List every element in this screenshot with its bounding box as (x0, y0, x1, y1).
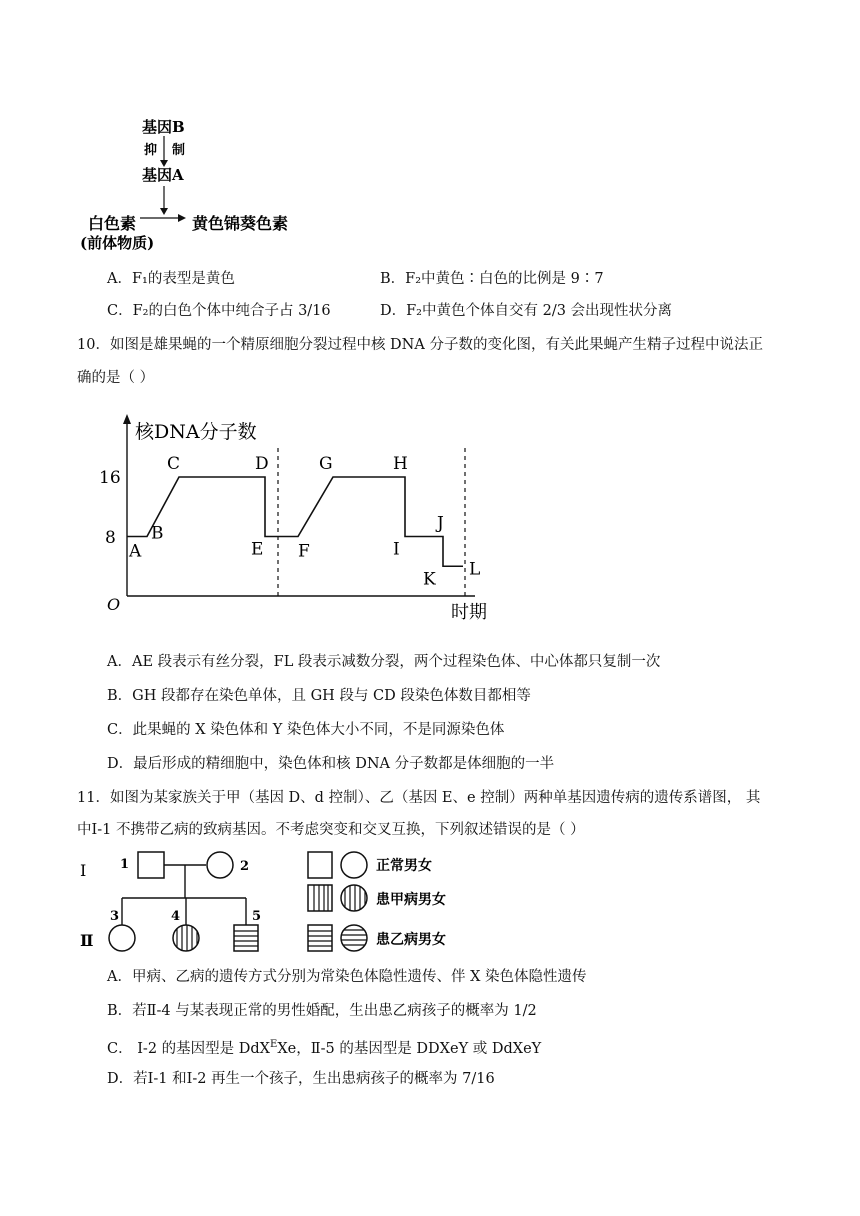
q11-option-c (107, 1035, 541, 1059)
individual-1-normal-male (138, 852, 164, 878)
point-label-i: I (393, 539, 400, 560)
individual-3-normal-female (109, 925, 135, 951)
q11-option-d: D．若Ⅰ-1 和Ⅰ-2 再生一个孩子，生出患病孩子的概率为 7/16 (107, 1071, 495, 1087)
x-axis-title: 时期 (451, 602, 487, 623)
inhibit-char-2: 制 (172, 143, 186, 158)
gene-a-label: 基因A (142, 166, 184, 184)
individual-4-number: 4 (171, 909, 181, 924)
q11-option-c-sup: E (270, 1039, 278, 1050)
q11-stem-line2: 中Ⅰ-1 不携带乙病的致病基因。不考虑突变和交叉互换，下列叙述错误的是（ ） (77, 822, 585, 838)
q10-option-d: D．最后形成的精细胞中，染色体和核 DNA 分子数都是体细胞的一半 (107, 756, 555, 772)
legend-disease-b-label: 患乙病男女 (376, 932, 446, 948)
point-label-g: G (319, 454, 333, 474)
point-label-a: A (129, 541, 142, 562)
gene-b-label: 基因B (142, 118, 185, 136)
y-axis-title: 核DNA分子数 (135, 421, 257, 443)
point-label-k: K (423, 569, 436, 590)
q11-option-a: A．甲病、乙病的遗传方式分别为常染色体隐性遗传、伴 X 染色体隐性遗传 (107, 969, 587, 985)
individual-5-disease-b-male (234, 925, 258, 951)
y-tick-8: 8 (105, 528, 116, 548)
generation-1-label: Ⅰ (80, 861, 87, 880)
point-label-f: F (298, 541, 310, 562)
dna-series-line (127, 477, 463, 566)
q9-option-d: D．F₂中黄色个体自交有 2/3 会出现性状分离 (380, 303, 673, 319)
individual-3-number: 3 (110, 909, 120, 924)
point-label-h: H (393, 454, 408, 474)
point-label-c: C (167, 454, 181, 474)
generation-2-label: Ⅱ (80, 931, 94, 950)
point-label-j: J (437, 513, 444, 534)
legend-disease-a-label: 患甲病男女 (376, 892, 446, 908)
point-label-b: B (151, 523, 164, 544)
q11-option-b: B．若Ⅱ-4 与某表现正常的男性婚配，生出患乙病孩子的概率为 1/2 (107, 1003, 537, 1019)
q10-stem-line1: 10．如图是雄果蝇的一个精原细胞分裂过程中核 DNA 分子数的变化图，有关此果蝇产生精子过程中说法正 (77, 337, 763, 353)
q10-stem-line2: 确的是（ ） (77, 370, 155, 386)
q11-option-c-post: Xe，Ⅱ-5 的基因型是 DDXeY 或 DdXeY (277, 1040, 542, 1057)
point-label-l: L (469, 559, 481, 580)
yellow-pigment-label: 黄色锦葵色素 (192, 214, 289, 233)
legend-disease-a-male (308, 885, 332, 911)
gene-pathway-diagram (80, 112, 320, 252)
legend-normal-female (341, 852, 367, 878)
legend-disease-b-male (308, 925, 332, 951)
white-pigment-label: 白色素 (88, 214, 137, 233)
q9-option-b: B．F₂中黄色∶白色的比例是 9∶7 (380, 271, 604, 287)
point-label-e: E (251, 539, 264, 560)
legend-normal-label: 正常男女 (376, 858, 432, 874)
q11-option-c-pre: C． Ⅰ-2 的基因型是 DdX (107, 1040, 271, 1057)
q9-option-c: C．F₂的白色个体中纯合子占 3/16 (107, 303, 331, 319)
legend-disease-b-female (340, 930, 368, 945)
legend-normal-male (308, 852, 332, 878)
q10-option-c: C．此果蝇的 X 染色体和 Y 染色体大小不同，不是同源染色体 (107, 722, 505, 738)
individual-2-number: 2 (240, 859, 250, 874)
q10-option-a: A．AE 段表示有丝分裂，FL 段表示减数分裂，两个过程染色体、中心体都只复制一次 (107, 654, 661, 670)
individual-5-number: 5 (252, 909, 262, 924)
q10-option-b: B．GH 段都存在染色单体，且 GH 段与 CD 段染色体数目都相等 (107, 688, 531, 704)
precursor-label: (前体物质) (80, 234, 155, 252)
individual-1-number: 1 (120, 857, 130, 872)
inhibit-char-1: 抑 (144, 143, 158, 158)
pedigree-chart (78, 848, 478, 960)
q9-option-a: A．F₁的表型是黄色 (107, 271, 235, 287)
q11-stem-line1: 11．如图为某家族关于甲（基因 D、d 控制）、乙（基因 E、e 控制）两种单基因遗传病的遗传系谱图， 其 (77, 790, 761, 806)
point-label-d: D (255, 454, 269, 474)
origin-label: O (107, 595, 121, 614)
individual-2-normal-female (207, 852, 233, 878)
dna-content-chart (95, 410, 505, 630)
y-tick-16: 16 (99, 468, 121, 488)
